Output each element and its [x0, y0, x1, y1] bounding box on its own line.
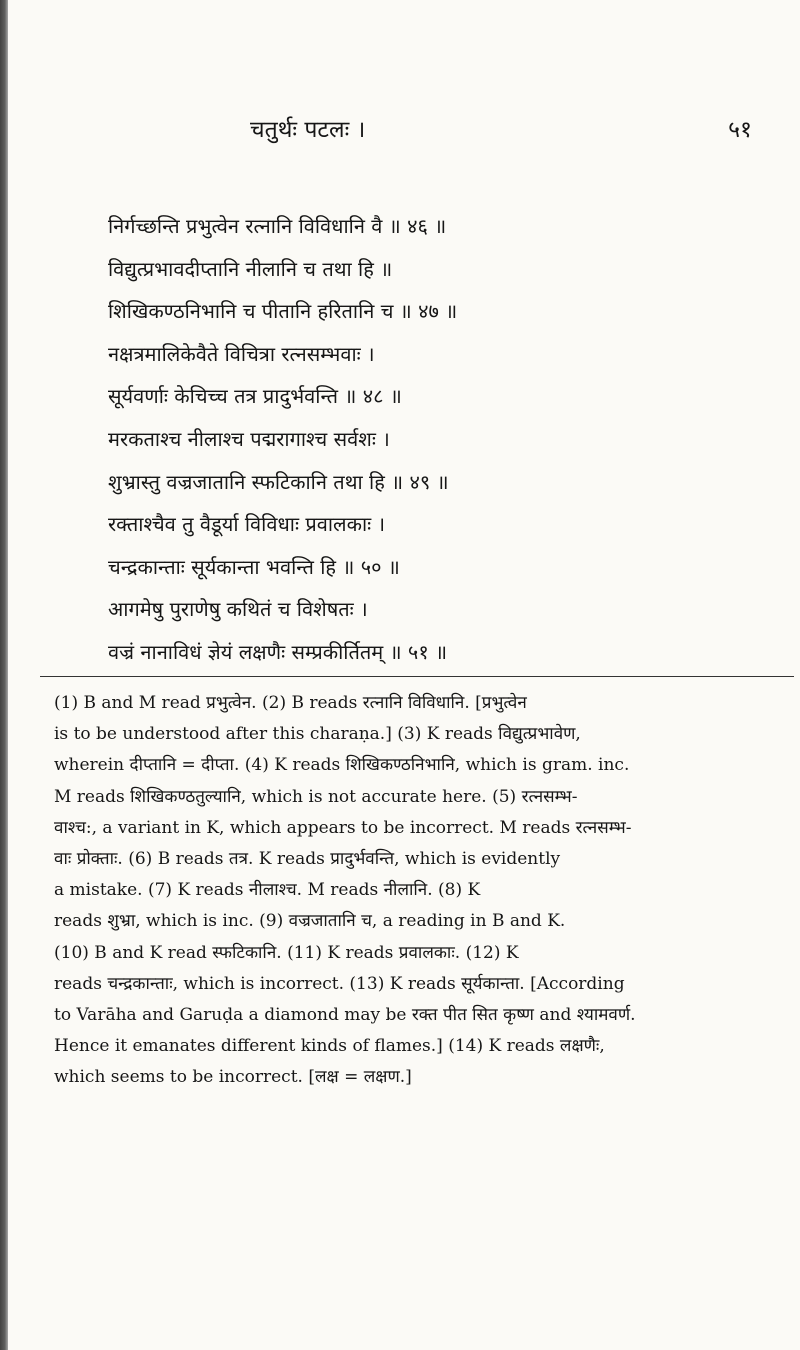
verse-line: विद्युत्प्रभावदीप्तानि नीलानि च तथा हि ॥	[108, 256, 393, 281]
verse-line: सूर्यवर्णाः केचिच्च तत्र प्रादुर्भवन्ति ॥ ४८ ॥	[108, 384, 402, 409]
footnote-line: M reads शिखिकण्ठतुल्यानि, which is not accurate here. (5) रत्नसम्भ-	[54, 786, 578, 807]
footnote-line: a mistake. (7) K reads नीलाश्च. M reads नीलानि. (8) K	[54, 880, 481, 901]
footnote-line: is to be understood after this charaṇa.] (3) K reads विद्युत्प्रभावेण,	[54, 724, 581, 745]
verse-line: मरकताश्च नीलाश्च पद्मरागाश्च सर्वशः ।	[108, 426, 390, 451]
footnote-line: reads शुभ्रा, which is inc. (9) वज्रजातानि च, a reading in B and K.	[54, 911, 566, 932]
verse-line: शुभ्रास्तु वज्रजातानि स्फटिकानि तथा हि ॥ ४९ ॥	[108, 469, 449, 494]
footnote-line: वाश्च:, a variant in K, which appears to be incorrect. M reads रत्नसम्भ-	[54, 817, 632, 838]
footnote-rule	[40, 676, 794, 677]
footnote-line: to Varāha and Garuḍa a diamond may be रक्त पीत सित कृष्ण and श्यामवर्ण.	[54, 1004, 636, 1025]
footnotes	[54, 688, 770, 1093]
footnote-line: वाः प्रोक्ताः. (6) B reads तत्र. K reads प्रादुर्भवन्ति, which is evidently	[54, 848, 561, 869]
footnote-line: which seems to be incorrect. [लक्ष = लक्षण.]	[54, 1067, 412, 1088]
verse-line: नक्षत्रमालिकेवैते विचित्रा रत्नसम्भवाः ।	[108, 341, 375, 366]
footnote-line: Hence it emanates different kinds of flames.] (14) K reads लक्षणैः,	[54, 1036, 605, 1057]
footnote-line: (1) B and M read प्रभुत्वेन. (2) B reads रत्नानि विविधानि. [प्रभुत्वेन	[54, 693, 527, 713]
verse-line: निर्गच्छन्ति प्रभुत्वेन रत्नानि विविधानि वै ॥ ४६ ॥	[108, 214, 447, 238]
page-number: ५१	[728, 117, 752, 143]
verse-line: रक्ताश्चैव तु वैडूर्या विविधाः प्रवालकाः ।	[108, 512, 386, 537]
footnote-line: wherein दीप्तानि = दीप्ता. (4) K reads शिखिकण्ठनिभानि, which is gram. inc.	[54, 755, 630, 776]
running-title: चतुर्थः पटलः ।	[250, 117, 366, 143]
page-header	[110, 112, 760, 148]
binding-edge	[0, 0, 8, 1350]
verse-line: चन्द्रकान्ताः सूर्यकान्ता भवन्ति हि ॥ ५० ॥	[108, 554, 400, 579]
verse-line: शिखिकण्ठनिभानि च पीतानि हरितानि च ॥ ४७ ॥	[108, 299, 458, 324]
verse-block	[108, 205, 748, 674]
footnote-line: reads चन्द्रकान्ताः, which is incorrect. (13) K reads सूर्यकान्ता. [According	[54, 973, 625, 994]
footnote-line: (10) B and K read स्फटिकानि. (11) K reads प्रवालकाः. (12) K	[54, 942, 519, 963]
verse-line: आगमेषु पुराणेषु कथितं च विशेषतः ।	[108, 597, 368, 622]
verse-line: वज्रं नानाविधं ज्ञेयं लक्षणैः सम्प्रकीर्तितम् ॥ ५१ ॥	[108, 639, 448, 664]
